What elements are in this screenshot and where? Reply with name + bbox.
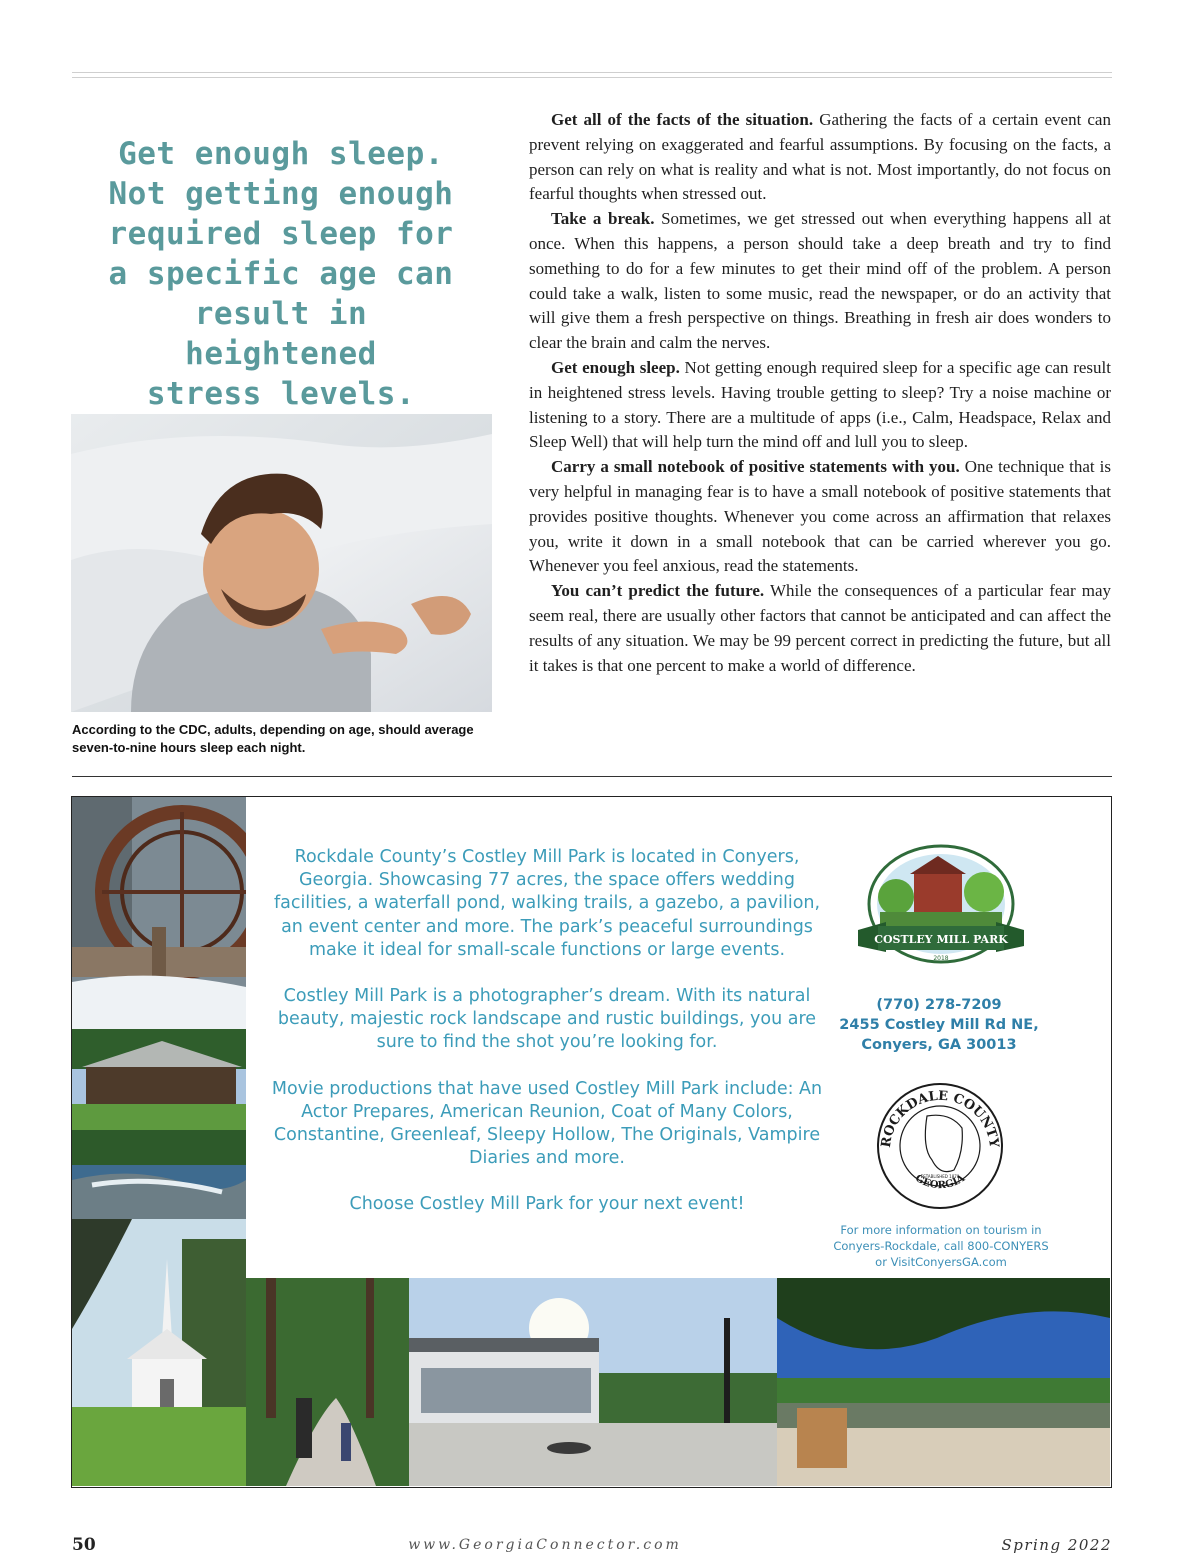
paragraph-text: Sometimes, we get stressed out when everything happens all at once. When this happens, a person should take a deep breath and try to find something to do for a few minutes to get their mind off of the problem. A person could take a walk, listen to some music, read the newspaper, or do an activity that will give them a fresh perspective on things. Breathing in fresh air does wonders to clear the brain and calm the nerves. [529, 209, 1111, 353]
logo-year-text: 2018 [933, 955, 949, 962]
paragraph-lead: You can’t predict the future. [551, 581, 765, 601]
paragraph-text: While the consequences of a particular fear may seem real, there are usually other factors that cannot be anticipated and can affect the results of any situation. We may be 99 percent correct in predicting the future, but all it takes is that one percent to make a world of difference. [529, 581, 1111, 675]
paragraph-lead: Carry a small notebook of positive statements with you. [551, 457, 960, 477]
chapel-photo [72, 1219, 246, 1486]
costley-mill-park-logo [856, 842, 1026, 970]
sleeping-man-photo [71, 414, 492, 712]
article-paragraph [529, 108, 1111, 207]
page-number: 50 [72, 1535, 96, 1555]
rockdale-county-seal [872, 1082, 1008, 1210]
article-paragraph [529, 579, 1111, 678]
section-divider [72, 776, 1112, 777]
top-rule [72, 72, 1112, 73]
article-body [529, 108, 1111, 678]
paragraph-lead: Get enough sleep. [551, 357, 680, 377]
trail-walk-photo [246, 1278, 409, 1486]
seal-top-text: ROCKDALE COUNTY [878, 1088, 1002, 1149]
ad-copy [262, 846, 832, 1240]
contact-block [836, 995, 1042, 1055]
address-line: 2455 Costley Mill Rd NE, [839, 1017, 1039, 1033]
ad-paragraph: Costley Mill Park is a photographer’s dream. With its natural beauty, majestic rock landscape and rustic buildings, you are sure to find the shot you’re looking for. [277, 986, 817, 1053]
ad-paragraph: Movie productions that have used Costley Mill Park include: An Actor Prepares, American Reunion, Coat of Many Colors, Constantine, Greenleaf, Sleepy Hollow, The Originals, Vampire Diaries and more. [271, 1078, 823, 1169]
pull-quote [100, 134, 462, 414]
paragraph-lead: Take a break. [551, 209, 655, 229]
info-line: or VisitConyersGA.com [875, 1255, 1007, 1269]
pull-quote-line: result in heightened [185, 296, 377, 372]
creek-photo [72, 1130, 246, 1219]
paragraph-text: Gathering the facts of a certain event can prevent relying on exaggerated and fearful assumptions. By focusing on the facts, a person can rely on what is reality and what is not. Most importantly, do not focus on fearful thoughts when stressed out. [529, 110, 1111, 204]
photo-caption: According to the CDC, adults, depending on age, should average seven-to-nine hours sleep each night. [72, 722, 474, 755]
waterwheel-photo [72, 797, 246, 1029]
ad-paragraph: Rockdale County’s Costley Mill Park is located in Conyers, Georgia. Showcasing 77 acres, the space offers wedding facilities, a waterfall pond, walking trails, a gazebo, a pavilion, an event center and more. The park’s peaceful surroundings make it ideal for small-scale functions or large events. [273, 847, 821, 960]
event-center-photo [409, 1278, 777, 1486]
pull-quote-line: Not getting enough [108, 176, 454, 212]
article-paragraph [529, 356, 1111, 455]
info-line: Conyers-Rockdale, call 800-CONYERS [833, 1239, 1049, 1253]
pull-quote-line: stress levels. [146, 376, 416, 412]
article-paragraph [529, 455, 1111, 579]
paragraph-text: Not getting enough required sleep for a specific age can result in heightened stress levels. Having trouble getting to sleep? Try a noise machine or listening to a story. There are a multitude of apps (i.e., Calm, Headspace, Relax and Sleep Well) that will help turn the mind off and lull you to sleep. [529, 357, 1111, 452]
beach-photo [777, 1278, 1110, 1486]
ad-paragraph: Choose Costley Mill Park for your next event! [349, 1194, 745, 1215]
paragraph-text: One technique that is very helpful in managing fear is to have a small notebook of positive statements that provides positive thoughts. Whenever you come across an affirmation that relaxes you, write it down in a small notebook that can be carried wherever you go. Whenever you feel anxious, read the statements. [529, 457, 1111, 576]
top-rule-secondary [72, 77, 1112, 78]
logo-banner-text: COSTLEY MILL PARK [874, 933, 1008, 946]
tourism-info [812, 1222, 1070, 1270]
pull-quote-line: required sleep for [108, 216, 454, 252]
article-paragraph [529, 207, 1111, 356]
pull-quote-line: Get enough sleep. [118, 136, 444, 172]
pull-quote-line: a specific age can [108, 256, 454, 292]
seal-bottom-text: GEORGIA [913, 1172, 967, 1192]
website-url: www.GeorgiaConnector.com [408, 1537, 682, 1553]
seal-inner-text: ESTABLISHED 1870 [920, 1174, 960, 1179]
phone-number: (770) 278-7209 [876, 997, 1002, 1013]
pavilion-photo [72, 1029, 246, 1130]
address-line: Conyers, GA 30013 [861, 1037, 1017, 1053]
paragraph-lead: Get all of the facts of the situation. [551, 110, 814, 129]
issue-label: Spring 2022 [1001, 1536, 1112, 1554]
info-line: For more information on tourism in [840, 1223, 1042, 1237]
